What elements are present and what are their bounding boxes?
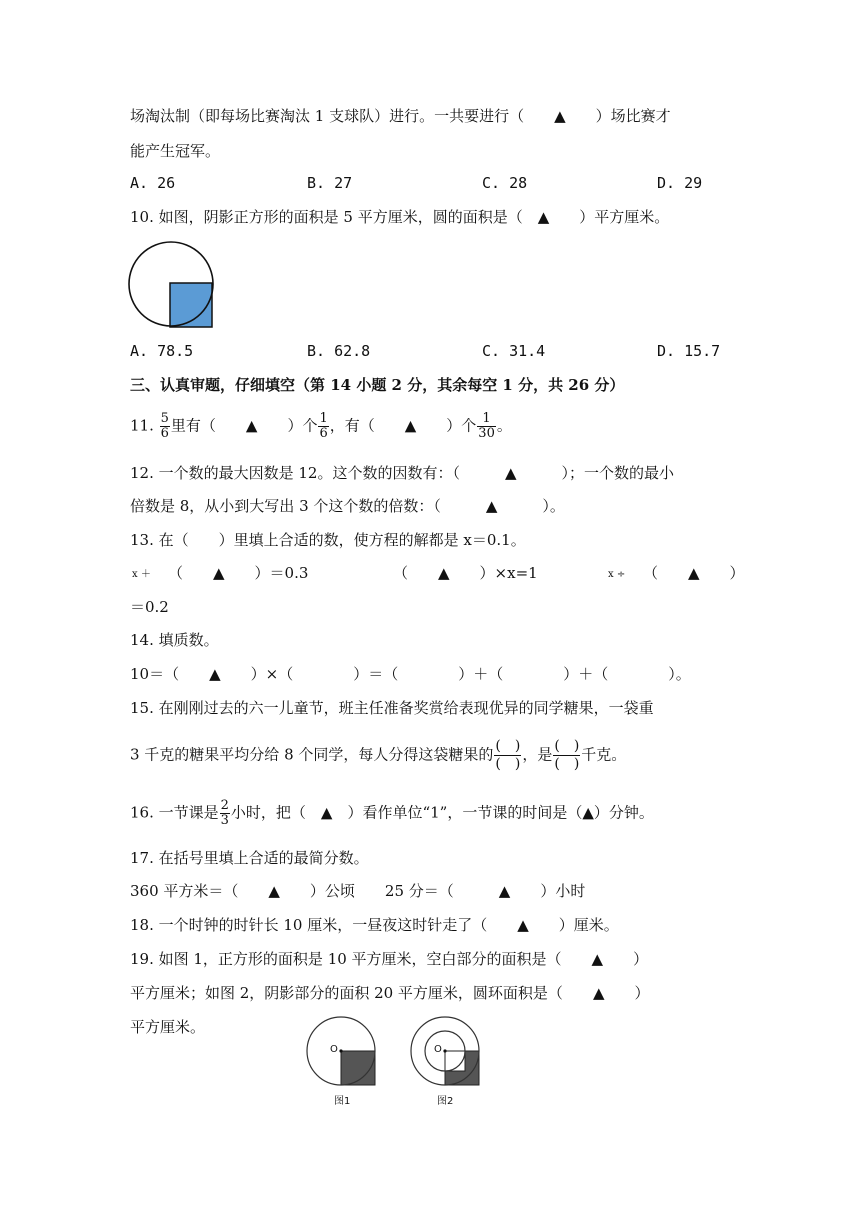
q15-blank-fraction-2: $\frac{( )}{( )}$ [554, 738, 580, 772]
q9-option-d: D. 29 [657, 174, 703, 192]
q9-line2: 能产生冠军。 [130, 142, 221, 160]
fig1-center-label: O [330, 1044, 338, 1055]
q15-line2 [130, 738, 626, 773]
q11 [130, 412, 512, 441]
q11-text-2: ，有（ ▲ ）个 [329, 416, 477, 435]
q9-option-c: C. 28 [482, 174, 528, 192]
q15-line1: 15. 在刚刚过去的六一儿童节，班主任准备奖赏给表现优异的同学糖果，一袋重 [130, 699, 654, 717]
q9-line1: 场淘汰制（即每场比赛淘汰 1 支球队）进行。一共要进行（ ▲ ）场比赛才 [130, 107, 671, 125]
q13-eq1: （ ▲ ）＝0.3 [168, 564, 309, 582]
section-3-title: 三、认真审题，仔细填空（第 14 小题 2 分，其余每空 1 分，共 26 分） [130, 376, 625, 394]
q14-line2: 10＝（ ▲ ）×（ ）＝（ ）＋（ ）＋（ ）。 [130, 665, 691, 683]
q10-option-c: C. 31.4 [482, 342, 546, 360]
fig1-center-dot [339, 1049, 342, 1052]
q12-line2: 倍数是 8，从小到大写出 3 个这个数的倍数：（ ▲ ）。 [130, 497, 565, 515]
q13-eq1-prefix: x ＋ [132, 569, 151, 580]
q10-circle-square-figure [128, 238, 218, 332]
q17-line1: 17. 在括号里填上合适的最简分数。 [130, 849, 369, 867]
q11-fraction-3: $\frac{1}{30}$ [478, 411, 495, 441]
q16 [130, 799, 654, 828]
q14-line1: 14. 填质数。 [130, 631, 219, 649]
q13-eq2: （ ▲ ）×x=1 [393, 564, 538, 582]
q19-figure-2 [408, 1016, 484, 1090]
q15-blank-fraction-1: $\frac{( )}{( )}$ [495, 738, 521, 772]
q11-end: 。 [496, 416, 512, 435]
q16-fraction: $\frac{2}{3}$ [220, 798, 229, 828]
q11-fraction-2: $\frac{1}{6}$ [319, 411, 328, 441]
q17-line2: 360 平方米＝（ ▲ ）公顷 25 分＝（ ▲ ）小时 [130, 882, 586, 900]
fig2-caption: 图2 [437, 1096, 454, 1107]
q10-option-b: B. 62.8 [307, 342, 371, 360]
q11-text-1: 里有（ ▲ ）个 [170, 416, 318, 435]
fig2-center-dot [443, 1049, 446, 1052]
q15-text-b: ，是 [522, 745, 553, 764]
q13-eq3-prefix: x ÷ [608, 569, 626, 580]
q10-text: 10. 如图，阴影正方形的面积是 5 平方厘米，圆的面积是（ ▲ ）平方厘米。 [130, 208, 670, 226]
q11-number: 11. [130, 416, 154, 435]
q13-line1: 13. 在（ ）里填上合适的数，使方程的解都是 x＝0.1。 [130, 531, 526, 549]
fig1-caption: 图1 [334, 1096, 351, 1107]
fig2-center-label: O [434, 1044, 442, 1055]
q19-line3: 平方厘米。 [130, 1018, 206, 1036]
q13-eq3: （ ▲ ） [643, 564, 745, 582]
q19-line2: 平方厘米；如图 2，阴影部分的面积 20 平方厘米，圆环面积是（ ▲ ） [130, 984, 650, 1002]
q15-text-c: 千克。 [581, 745, 627, 764]
q9-option-a: A. 26 [130, 174, 176, 192]
q16-text-b: 小时，把（ ▲ ）看作单位“1”，一节课的时间是（▲）分钟。 [230, 803, 654, 822]
q12-line1: 12. 一个数的最大因数是 12。这个数的因数有：（ ▲ ）；一个数的最小 [130, 464, 675, 482]
q19-line1: 19. 如图 1，正方形的面积是 10 平方厘米，空白部分的面积是（ ▲ ） [130, 950, 649, 968]
q13-eq3-result: ＝0.2 [130, 598, 169, 616]
q16-text-a: 16. 一节课是 [130, 803, 219, 822]
q11-fraction-1: $\frac{5}{6}$ [160, 411, 169, 441]
q9-option-b: B. 27 [307, 174, 353, 192]
q10-option-a: A. 78.5 [130, 342, 194, 360]
q15-text-a: 3 千克的糖果平均分给 8 个同学，每人分得这袋糖果的 [130, 745, 494, 764]
q18-line1: 18. 一个时钟的时针长 10 厘米，一昼夜这时针走了（ ▲ ）厘米。 [130, 916, 619, 934]
q10-option-d: D. 15.7 [657, 342, 721, 360]
q19-figure-1 [304, 1016, 380, 1090]
